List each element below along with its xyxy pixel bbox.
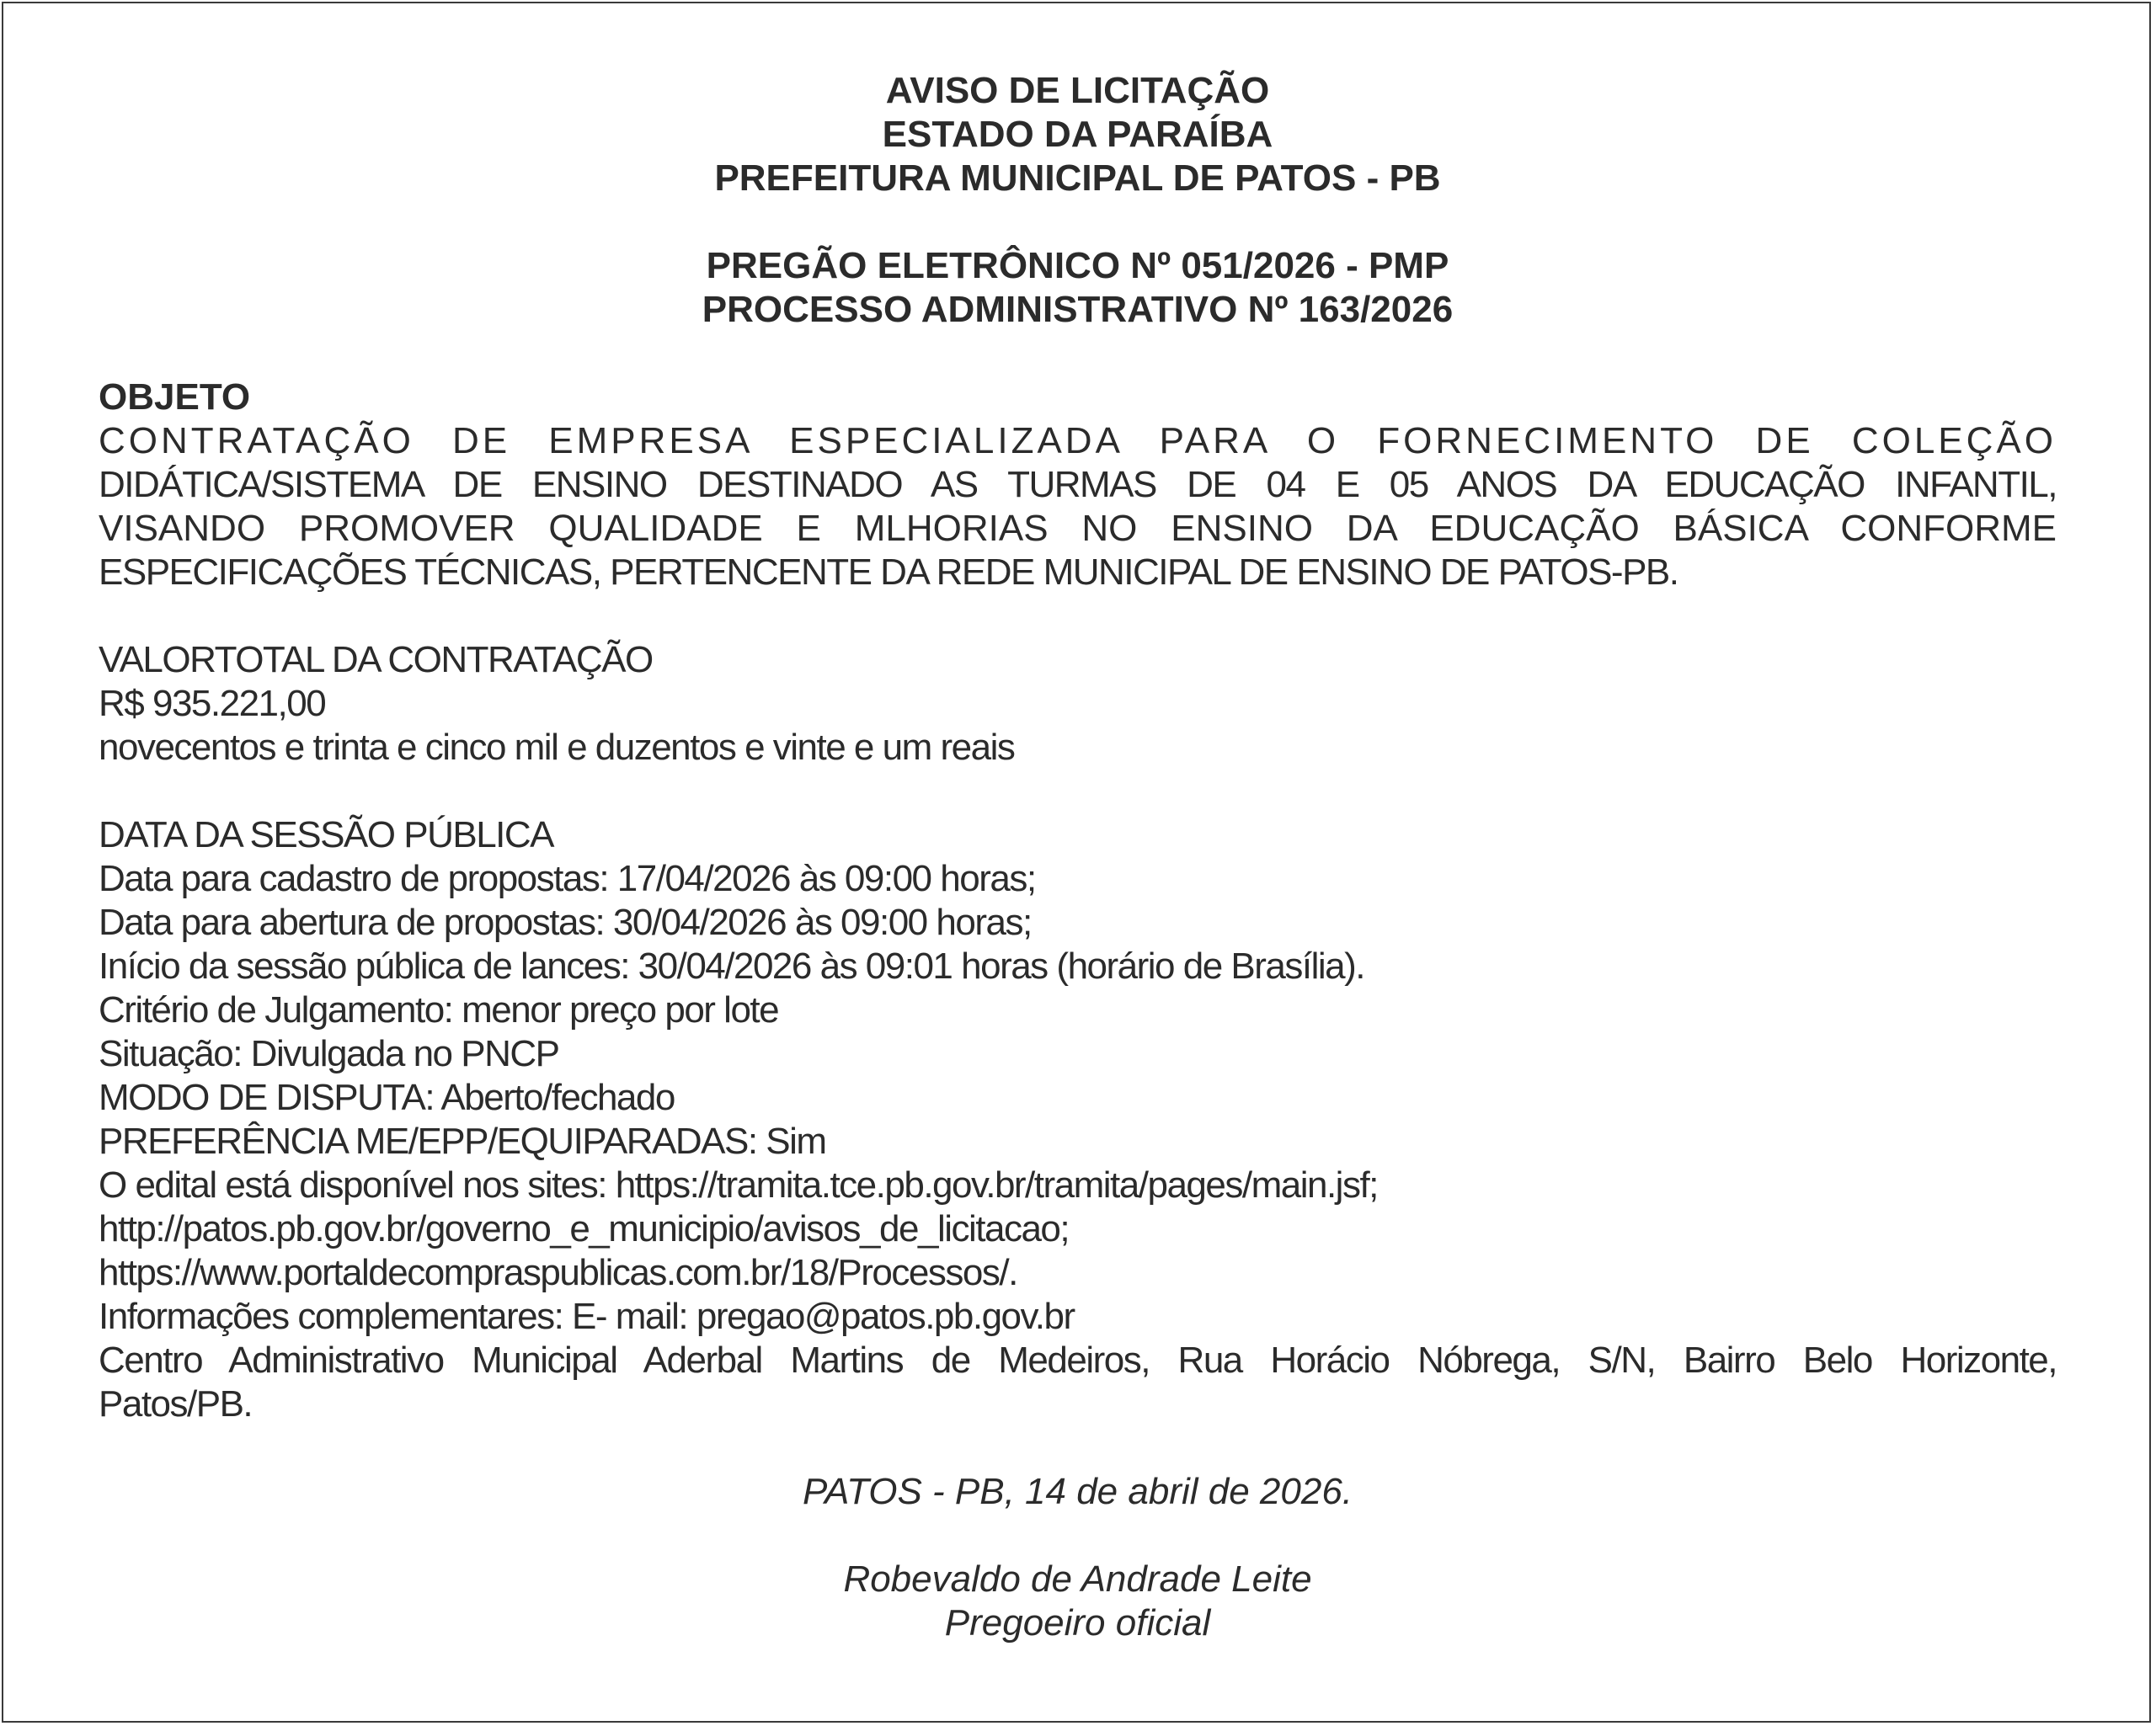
preferencia: PREFERÊNCIA ME/EPP/EQUIPARADAS: Sim: [99, 1121, 826, 1162]
edital-site-portal: https://www.portaldecompraspublicas.com.br/18/Processos/.: [99, 1252, 1017, 1293]
criterio-julgamento: Critério de Julgamento: menor preço por lote: [99, 989, 779, 1031]
objeto-line: ESPECIFICAÇÕES TÉCNICAS, PERTENCENTE DA REDE MUNICIPAL DE ENSINO DE PATOS-PB.: [99, 551, 1678, 593]
cadastro-propostas: Data para cadastro de propostas: 17/04/2026 às 09:00 horas;: [99, 858, 1036, 899]
signer-name: Robevaldo de Andrade Leite: [843, 1558, 1312, 1600]
pregao-number: PREGÃO ELETRÔNICO Nº 051/2026 - PMP: [706, 245, 1449, 286]
address: [99, 1339, 2057, 1426]
address-line: Patos/PB.: [99, 1383, 253, 1425]
objeto-text: [99, 419, 2057, 594]
notice-content: [99, 69, 2057, 1645]
informacoes-email: Informações complementares: E- mail: pregao@patos.pb.gov.br: [99, 1296, 1075, 1337]
notice-title: AVISO DE LICITAÇÃO: [885, 70, 1270, 111]
objeto-line: VISANDO PROMOVER QUALIDADE E MLHORIAS NO ENSINO DA EDUCAÇÃO BÁSICA CONFORME: [99, 508, 2057, 549]
processo-number: PROCESSO ADMINISTRATIVO Nº 163/2026: [702, 289, 1454, 330]
valor-heading: VALORTOTAL DA CONTRATAÇÃO: [99, 639, 653, 680]
signer-role: Pregoeiro oficial: [944, 1602, 1211, 1643]
abertura-propostas: Data para abertura de propostas: 30/04/2026 às 09:00 horas;: [99, 902, 1032, 943]
edital-sites: O edital está disponível nos sites: https://tramita.tce.pb.gov.br/tramita/pages/main.jsf;: [99, 1164, 1378, 1206]
municipality-name: PREFEITURA MUNICIPAL DE PATOS - PB: [714, 157, 1441, 199]
inicio-sessao: Início da sessão pública de lances: 30/04/2026 às 09:01 horas (horário de Brasília).: [99, 946, 1365, 987]
place-date: PATOS - PB, 14 de abril de 2026.: [802, 1471, 1353, 1512]
edital-site-patos: http://patos.pb.gov.br/governo_e_municipio/avisos_de_licitacao;: [99, 1208, 1070, 1249]
objeto-heading: OBJETO: [99, 376, 251, 418]
address-line: Centro Administrativo Municipal Aderbal Martins de Medeiros, Rua Horácio Nóbrega, S/N, Bairro Belo Horizonte,: [99, 1340, 2057, 1381]
valor-extenso: novecentos e trinta e cinco mil e duzentos e vinte e um reais: [99, 727, 1015, 768]
situacao: Situação: Divulgada no PNCP: [99, 1033, 559, 1074]
state-name: ESTADO DA PARAÍBA: [882, 114, 1273, 155]
sessao-heading: DATA DA SESSÃO PÚBLICA: [99, 814, 554, 855]
valor-amount: R$ 935.221,00: [99, 683, 326, 724]
objeto-line: CONTRATAÇÃO DE EMPRESA ESPECIALIZADA PARA O FORNECIMENTO DE COLEÇÃO: [99, 420, 2057, 461]
modo-disputa: MODO DE DISPUTA: Aberto/fechado: [99, 1077, 675, 1118]
objeto-line: DIDÁTICA/SISTEMA DE ENSINO DESTINADO AS TURMAS DE 04 E 05 ANOS DA EDUCAÇÃO INFANTIL,: [99, 464, 2057, 505]
